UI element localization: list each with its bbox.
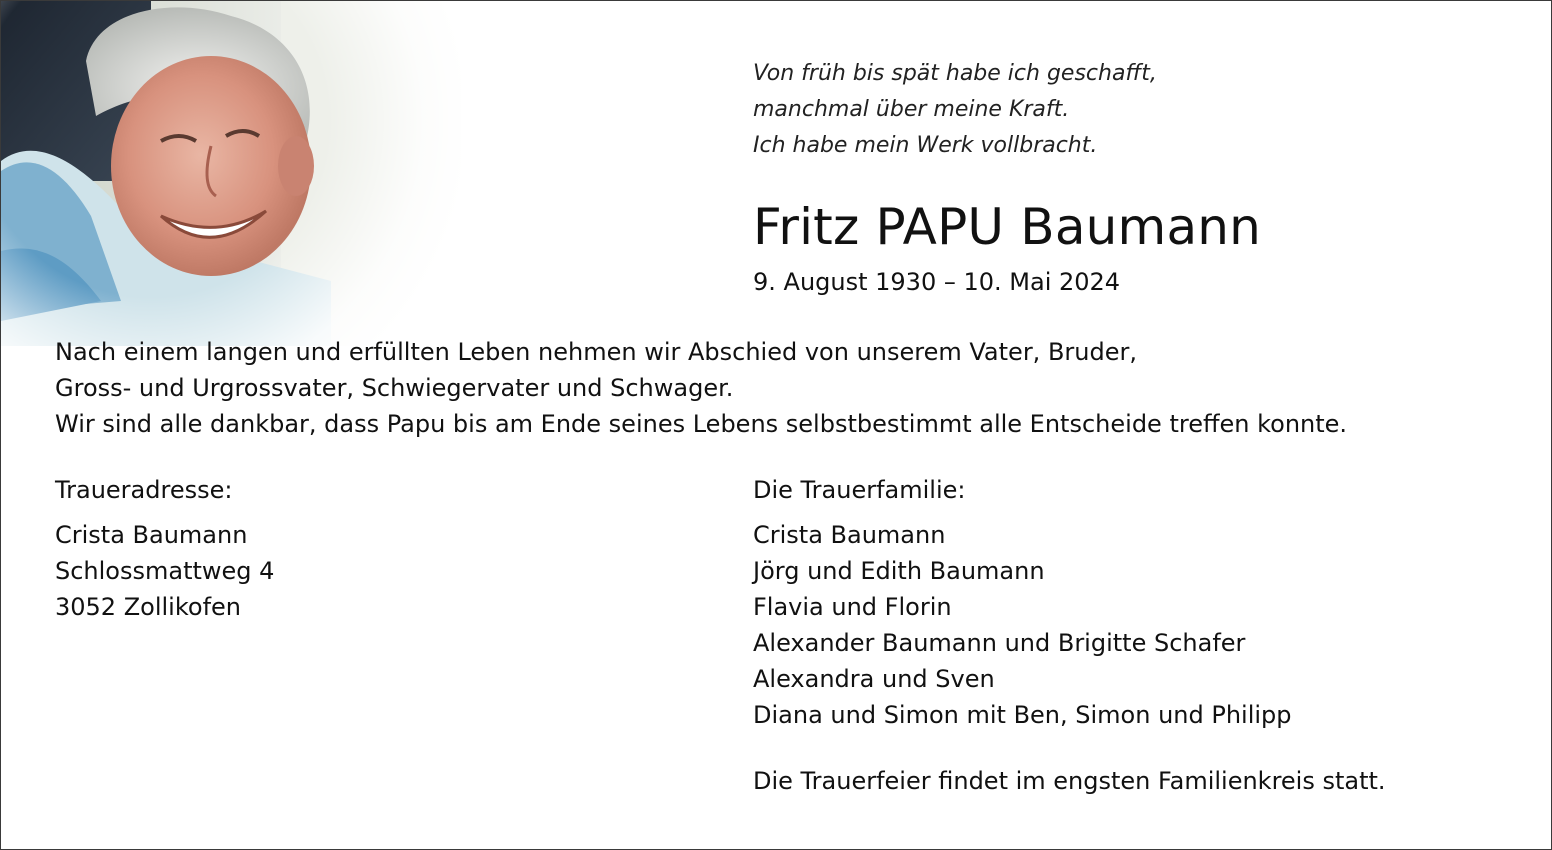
deceased-name: Fritz PAPU Baumann [753, 198, 1262, 256]
family-member: Alexander Baumann und Brigitte Schafer [753, 629, 1246, 657]
family-member: Alexandra und Sven [753, 665, 995, 693]
mourning-address [55, 473, 274, 625]
family-member: Flavia und Florin [753, 593, 952, 621]
farewell-message [55, 334, 1347, 442]
message-line: Nach einem langen und erfüllten Leben nehmen wir Abschied von unserem Vater, Bruder, [55, 338, 1137, 366]
family-member: Jörg und Edith Baumann [753, 557, 1045, 585]
memorial-quote [753, 56, 1157, 164]
quote-line: Von früh bis spät habe ich geschafft, [753, 61, 1157, 86]
address-line: Crista Baumann [55, 521, 248, 549]
family-member: Diana und Simon mit Ben, Simon und Philipp [753, 701, 1292, 729]
address-line: 3052 Zollikofen [55, 593, 241, 621]
family-heading: Die Trauerfamilie: [753, 476, 966, 504]
quote-line: Ich habe mein Werk vollbracht. [753, 133, 1098, 158]
message-line: Gross- und Urgrossvater, Schwiegervater und Schwager. [55, 374, 734, 402]
portrait-photo [1, 1, 461, 346]
ceremony-note: Die Trauerfeier findet im engsten Familienkreis statt. [753, 767, 1386, 795]
quote-line: manchmal über meine Kraft. [753, 97, 1070, 122]
family-member: Crista Baumann [753, 521, 946, 549]
address-line: Schlossmattweg 4 [55, 557, 275, 585]
life-dates: 9. August 1930 – 10. Mai 2024 [753, 268, 1121, 296]
mourning-family [753, 473, 1292, 733]
message-line: Wir sind alle dankbar, dass Papu bis am Ende seines Lebens selbstbestimmt alle Entscheide treffen konnte. [55, 410, 1348, 438]
address-heading: Traueradresse: [55, 476, 233, 504]
